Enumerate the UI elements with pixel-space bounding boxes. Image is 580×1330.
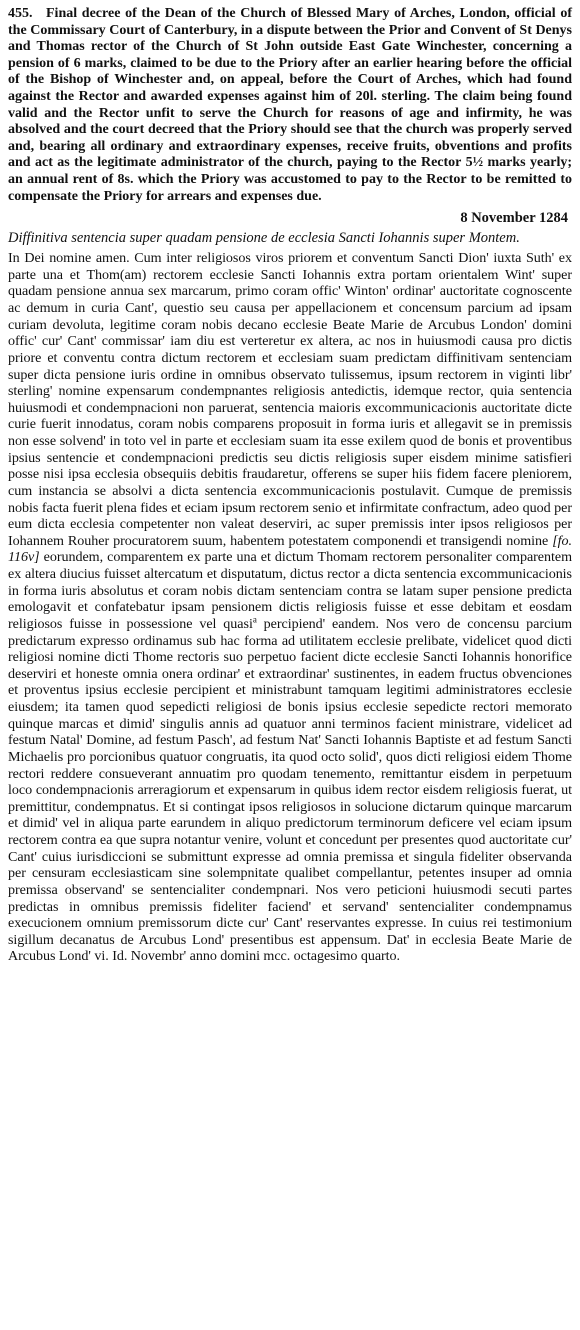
latin-body-part-2: eorundem, comparentem ex parte una et dictum Thomam rectorem personaliter comparentem ex altera diucius fuisset altercatum et disputatum, dictus rector a dicta sentencia excommunicacionis in forma iuris absolutus et coram nobis dictam sentenciam contra se latam super pensione predicta emologavit et confatebatur ipsam pensionem dictis religiosis fuisse et esse debitam et eosdam religiosos fuisse in possessione vel quasi: [8, 549, 572, 632]
latin-body-part-3: percipiend' eandem. Nos vero de concensu parcium predictarum expresso ordinamus sub hac forma ad utilitatem ecclesie prelibate, videlicet quod dicti religiosi nomine dicti Thome rectoris suo perpetuo facient dicte ecclesie Sancti Iohannis honorifice deserviri et honeste omnia onera ordinar' et extraordinar' sustinentes, in eadem fructus obvenciones et proventus ipsius ecclesie percipient et ministrabunt tamquam legitimi administratores ecclesie eiusdem; ita tamen quod sepedicti religiosi de bonis ipsius ecclesie sepedicte rectori memorato quinque marcas et dimid' singulis annis ad quatuor anni terminos facient ministrare, videlicet ad festum Natal' Domine, ad festum Pasch', ad festum Nat' Sancti Iohannis Baptiste et ad festum Sancti Michaelis pro porcionibus quatuor congruatis, ita quod octo solid', quos dicti religiosi eidem Thome rectori reddere consueverant annuatim pro quodam tenemento, remittantur eisdem in perpetuum loco condempnacionis arreragiorum et expensarum in quibus idem rector eisdem religiosis fuerat, ut premittitur, condempnatus. Et si contingat ipsos religiosos in solucione dictarum quinque marcarum et dimid' vel in aliqua parte earundem in aliquo predictorum terminorum deficere vel eciam ipsum rectorem contra ea que supra notantur venire, volunt et concedunt per presentes quod auctoritate cur' Cant' cuius iurisdiccioni se submittunt expresse ad omnia premissa et singula fideliter observanda per censuram ecclesiasticam sine solempnitate qualibet compellantur, petentes insuper ad omnia premissa observand' se sentencialiter condempnari. Nos vero peticioni huiusmodi secuti partes predictas in omnibus premissis fideliter faciend' et servand' sentencialiter condempnamus execucionem omnium premissorum dicte cur' Cant' reservantes expresse. In cuius rei testimonium sigillum decanatus de Arcubus Lond' presentibus est appensum. Dat' in ecclesia Beate Marie de Arcubus Lond' vi. Id. Novembr' anno domini mcc. octagesimo quarto.: [8, 615, 572, 965]
entry-summary-text: Final decree of the Dean of the Church of Blessed Mary of Arches, London, official of the Commissary Court of Canterbury, in a dispute between the Prior and Convent of St Denys and Thomas rector of the Church of St John outside East Gate Winchester, concerning a pension of 6 marks, claimed to be due to the Priory after an earlier hearing before the official of the Bishop of Winchester and, on appeal, before the Court of Arches, which had found against the Rector and awarded expenses against him of 20l. sterling. The claim being found valid and the Rector unfit to serve the Church for reasons of age and infirmity, he was absolved and the court decreed that the Priory should see that the church was properly served and, bearing all ordinary and extraordinary expenses, receive fruits, obventions and profits and act as the legitimate administrator of the church, paying to the Rector 5½ marks yearly; an annual rent of 8s. which the Priory was accustomed to pay to the Rector to be remitted to compensate the Priory for arrears and expenses due.: [8, 6, 572, 204]
latin-body: [8, 250, 572, 965]
folio-reference: [fo. 116v]: [8, 532, 572, 566]
document-page: [8, 6, 572, 965]
entry-date: 8 November 1284: [460, 210, 568, 227]
entry-summary: [8, 6, 572, 205]
latin-body-part-1: In Dei nomine amen. Cum inter religiosos viros priorem et conventum Sancti Dion' iuxta Suth' ex parte una et Thom(am) rectorem ecclesie Sancti Iohannis extra portam orientalem Wint' super quadam pensione annua sex marcarum, primo coram offic' Winton' ordinar' auctoritate cognoscente ac demum in curia Cant', questio seu causa per appellacionem et concensum parcium ad ipsam curiam devoluta, legitime coram nobis decano ecclesie Beate Marie de Arcubus London' domini offic' cur' Cant' commissar' iam diu est verteretur ex altera, ac nos in huiusmodi causa pro dictis priore et conventu contra dictum rectorem et ecclesiam suam predictam diffinitivam sentenciam super dicta pensione iuris ordine in omnibus observato tulissemus, ipsum rectorem in viginti libr' sterling' nomine expensarum condempnantes religiosis antedictis, idemque rector, quia sentencia huiusmodi et condempnacioni non paruerat, sentencia maioris excommunicacionis auctoritate dicte curie fuerit innodatus, coram nobis comparens proposuit in forma iuris et allegavit se in premissis non esse solvend' in toto vel in parte et ecclesiam suam ita esse exilem quod de bonis et proventibus ipsius sentencie et condempnacioni predictis seu dictis religiosis super eisdem minime satisfieri posse nisi ipsa ecclesia obsequiis debitis fraudaretur, offerens se super hiis fidem facere pleniorem, cum instancia se absolvi a dicta sentencia excommunicacionis postulavit. Cumque de premissis nobis facta fuerit plena fides et eciam ipsum rectorem senio et infirmitate confractum, adeo quod per eum dicta ecclesia competenter non valeat deserviri, ac super premissis inter ipsos religiosos per Iohannem Rouher procuratorem suum, habentem potestatem componendi et transigendi nomine: [8, 250, 572, 549]
latin-heading: Diffinitiva sentencia super quadam pensione de ecclesia Sancti Iohannis super Montem.: [8, 230, 520, 247]
entry-number: 455.: [8, 6, 33, 21]
footnote-mark: a: [252, 614, 257, 625]
